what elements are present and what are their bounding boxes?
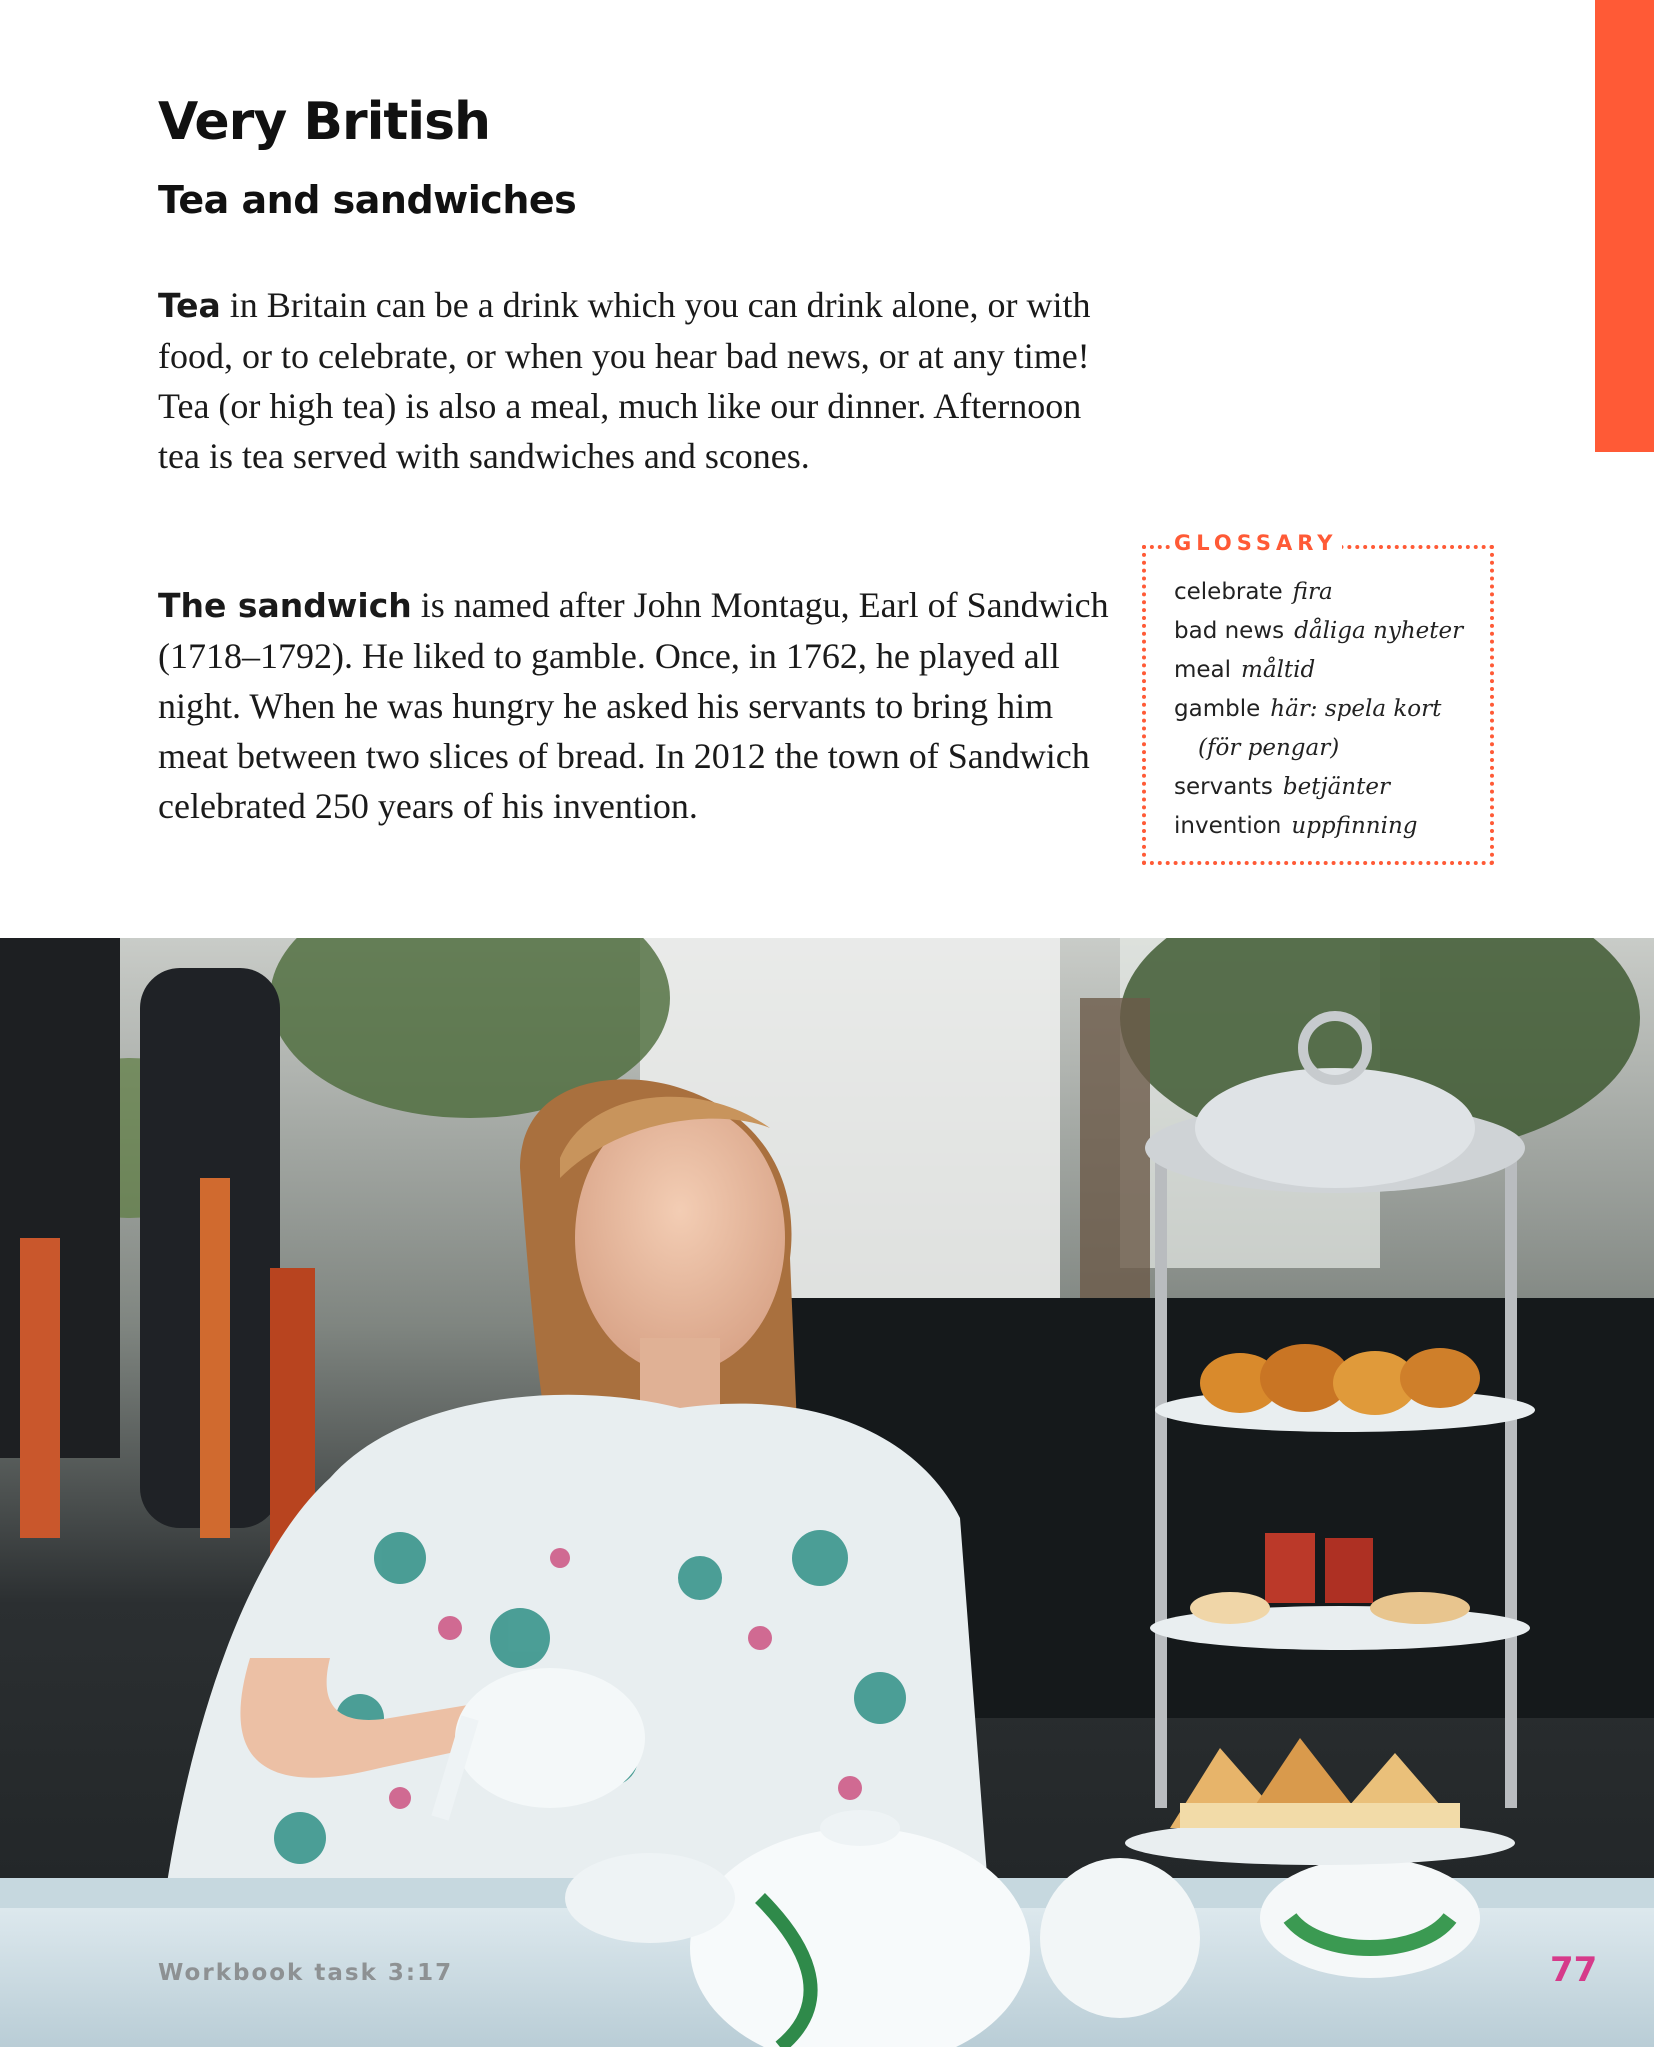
glossary-title: GLOSSARY [1170,531,1342,555]
glossary-list [1174,573,1484,846]
glossary-term: gamble [1174,696,1261,722]
glossary-box [1142,531,1494,865]
glossary-item [1174,807,1484,846]
paragraph-tea [158,280,1118,481]
glossary-translation: betjänter [1282,774,1390,800]
glossary-item [1174,573,1484,612]
page-number: 77 [1550,1950,1598,1990]
glossary-item [1174,768,1484,807]
page-title: Very British [158,92,491,152]
glossary-term: bad news [1174,618,1285,644]
paragraph-body: in Britain can be a drink which you can drink alone, or with food, or to celebrate, or when you hear bad news, or at any time! Tea (or high tea) is also a meal, much like our dinner. Afternoon tea is tea served with sandwiches and scones. [158,285,1091,476]
glossary-term: servants [1174,774,1273,800]
paragraph-body: is named after John Montagu, Earl of Sandwich (1718–1792). He liked to gamble. Once, in 1762, he played all night. When he was hungry he asked his servants to bring him meat between two slices of bread. In 2012 the town of Sandwich celebrated 250 years of his invention. [158,585,1109,826]
glossary-term: meal [1174,657,1232,683]
afternoon-tea-photo [0,938,1654,2047]
glossary-item [1174,612,1484,651]
glossary-item [1174,690,1484,768]
workbook-reference: Workbook task 3:17 [158,1960,454,1986]
glossary-translation: fira [1292,579,1333,605]
paragraph-lead: Tea [158,286,221,325]
page-subtitle: Tea and sandwiches [158,178,577,222]
glossary-translation: här: spela kort (för pengar) [1198,696,1442,761]
glossary-translation: uppfinning [1291,813,1418,839]
glossary-term: celebrate [1174,579,1283,605]
paragraph-sandwich [158,580,1118,831]
chapter-color-tab [1595,0,1654,452]
glossary-translation: måltid [1241,657,1316,683]
paragraph-lead: The sandwich [158,586,412,625]
photo-illustration [0,938,1654,2047]
glossary-item [1174,651,1484,690]
glossary-term: invention [1174,813,1282,839]
glossary-translation: dåliga nyheter [1294,618,1464,644]
